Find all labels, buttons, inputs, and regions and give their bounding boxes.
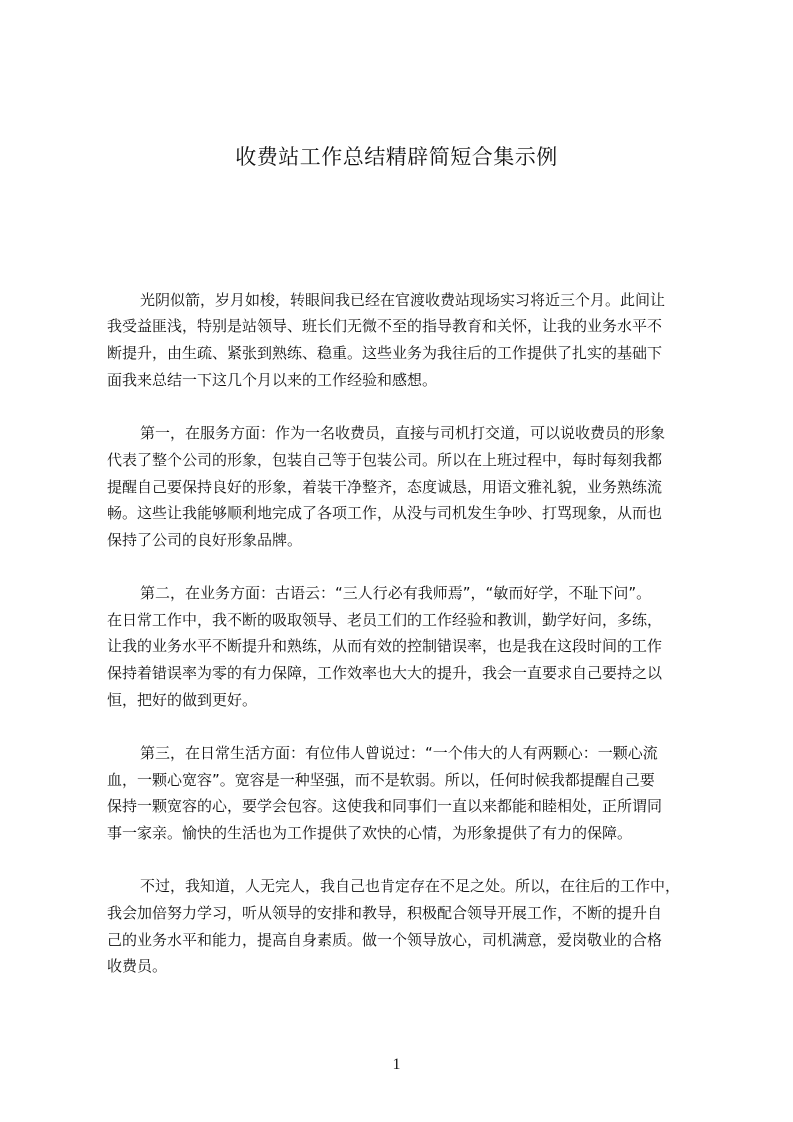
paragraph-line: 我受益匪浅，特别是站领导、班长们无微不至的指导教育和关怀，让我的业务水平不 xyxy=(107,317,663,335)
paragraph-line: 我会加倍努力学习，听从领导的安排和教导，积极配合领导开展工作，不断的提升自 xyxy=(107,904,663,922)
document-title: 收费站工作总结精辟简短合集示例 xyxy=(235,145,558,169)
paragraph-line: 第三，在日常生活方面：有位伟人曾说过：“一个伟大的人有两颗心：一颗心流 xyxy=(140,744,658,762)
paragraph-line: 断提升，由生疏、紧张到熟练、稳重。这些业务为我往后的工作提供了扎实的基础下 xyxy=(107,344,663,362)
paragraph-line: 光阴似箭，岁月如梭，转眼间我已经在官渡收费站现场实习将近三个月。此间让 xyxy=(140,291,666,309)
paragraph-line: 保持了公司的良好形象品牌。 xyxy=(107,531,303,549)
paragraph-line: 在日常工作中，我不断的吸取领导、老员工们的工作经验和教训，勤学好问，多练， xyxy=(107,611,663,629)
paragraph-line: 保持一颗宽容的心，要学会包容。这使我和同事们一直以来都能和睦相处，正所谓同 xyxy=(107,797,663,815)
paragraph-line: 事一家亲。愉快的生活也为工作提供了欢快的心情，为形象提供了有力的保障。 xyxy=(107,824,633,842)
paragraph-line: 血，一颗心宽容”。宽容是一种坚强，而不是软弱。所以，任何时候我都提醒自己要 xyxy=(107,771,655,789)
paragraph-line: 收费员。 xyxy=(107,957,168,975)
page-number: 1 xyxy=(392,1056,401,1073)
paragraph-line: 保持着错误率为零的有力保障，工作效率也大大的提升，我会一直要求自己要持之以 xyxy=(107,664,663,682)
paragraph-line: 让我的业务水平不断提升和熟练，从而有效的控制错误率，也是我在这段时间的工作 xyxy=(107,637,663,655)
paragraph-line: 代表了整个公司的形象，包装自己等于包装公司。所以在上班过程中，每时每刻我都 xyxy=(107,451,663,469)
paragraph-line: 己的业务水平和能力，提高自身素质。做一个领导放心，司机满意，爱岗敬业的合格 xyxy=(107,931,663,949)
paragraph-line: 畅。这些让我能够顺利地完成了各项工作，从没与司机发生争吵、打骂现象，从而也 xyxy=(107,504,663,522)
paragraph-line: 不过，我知道，人无完人，我自己也肯定存在不足之处。所以，在往后的工作中， xyxy=(140,877,681,895)
paragraph-line: 提醒自己要保持良好的形象，着装干净整齐，态度诚恳，用语文雅礼貌，业务熟练流 xyxy=(107,478,663,496)
paragraph-line: 第二，在业务方面：古语云：“三人行必有我师焉”，“敏而好学，不耻下问”。 xyxy=(140,584,652,602)
paragraph-line: 第一，在服务方面：作为一名收费员，直接与司机打交道，可以说收费员的形象 xyxy=(140,424,666,442)
paragraph-line: 面我来总结一下这几个月以来的工作经验和感想。 xyxy=(107,371,438,389)
paragraph-line: 恒，把好的做到更好。 xyxy=(107,691,258,709)
